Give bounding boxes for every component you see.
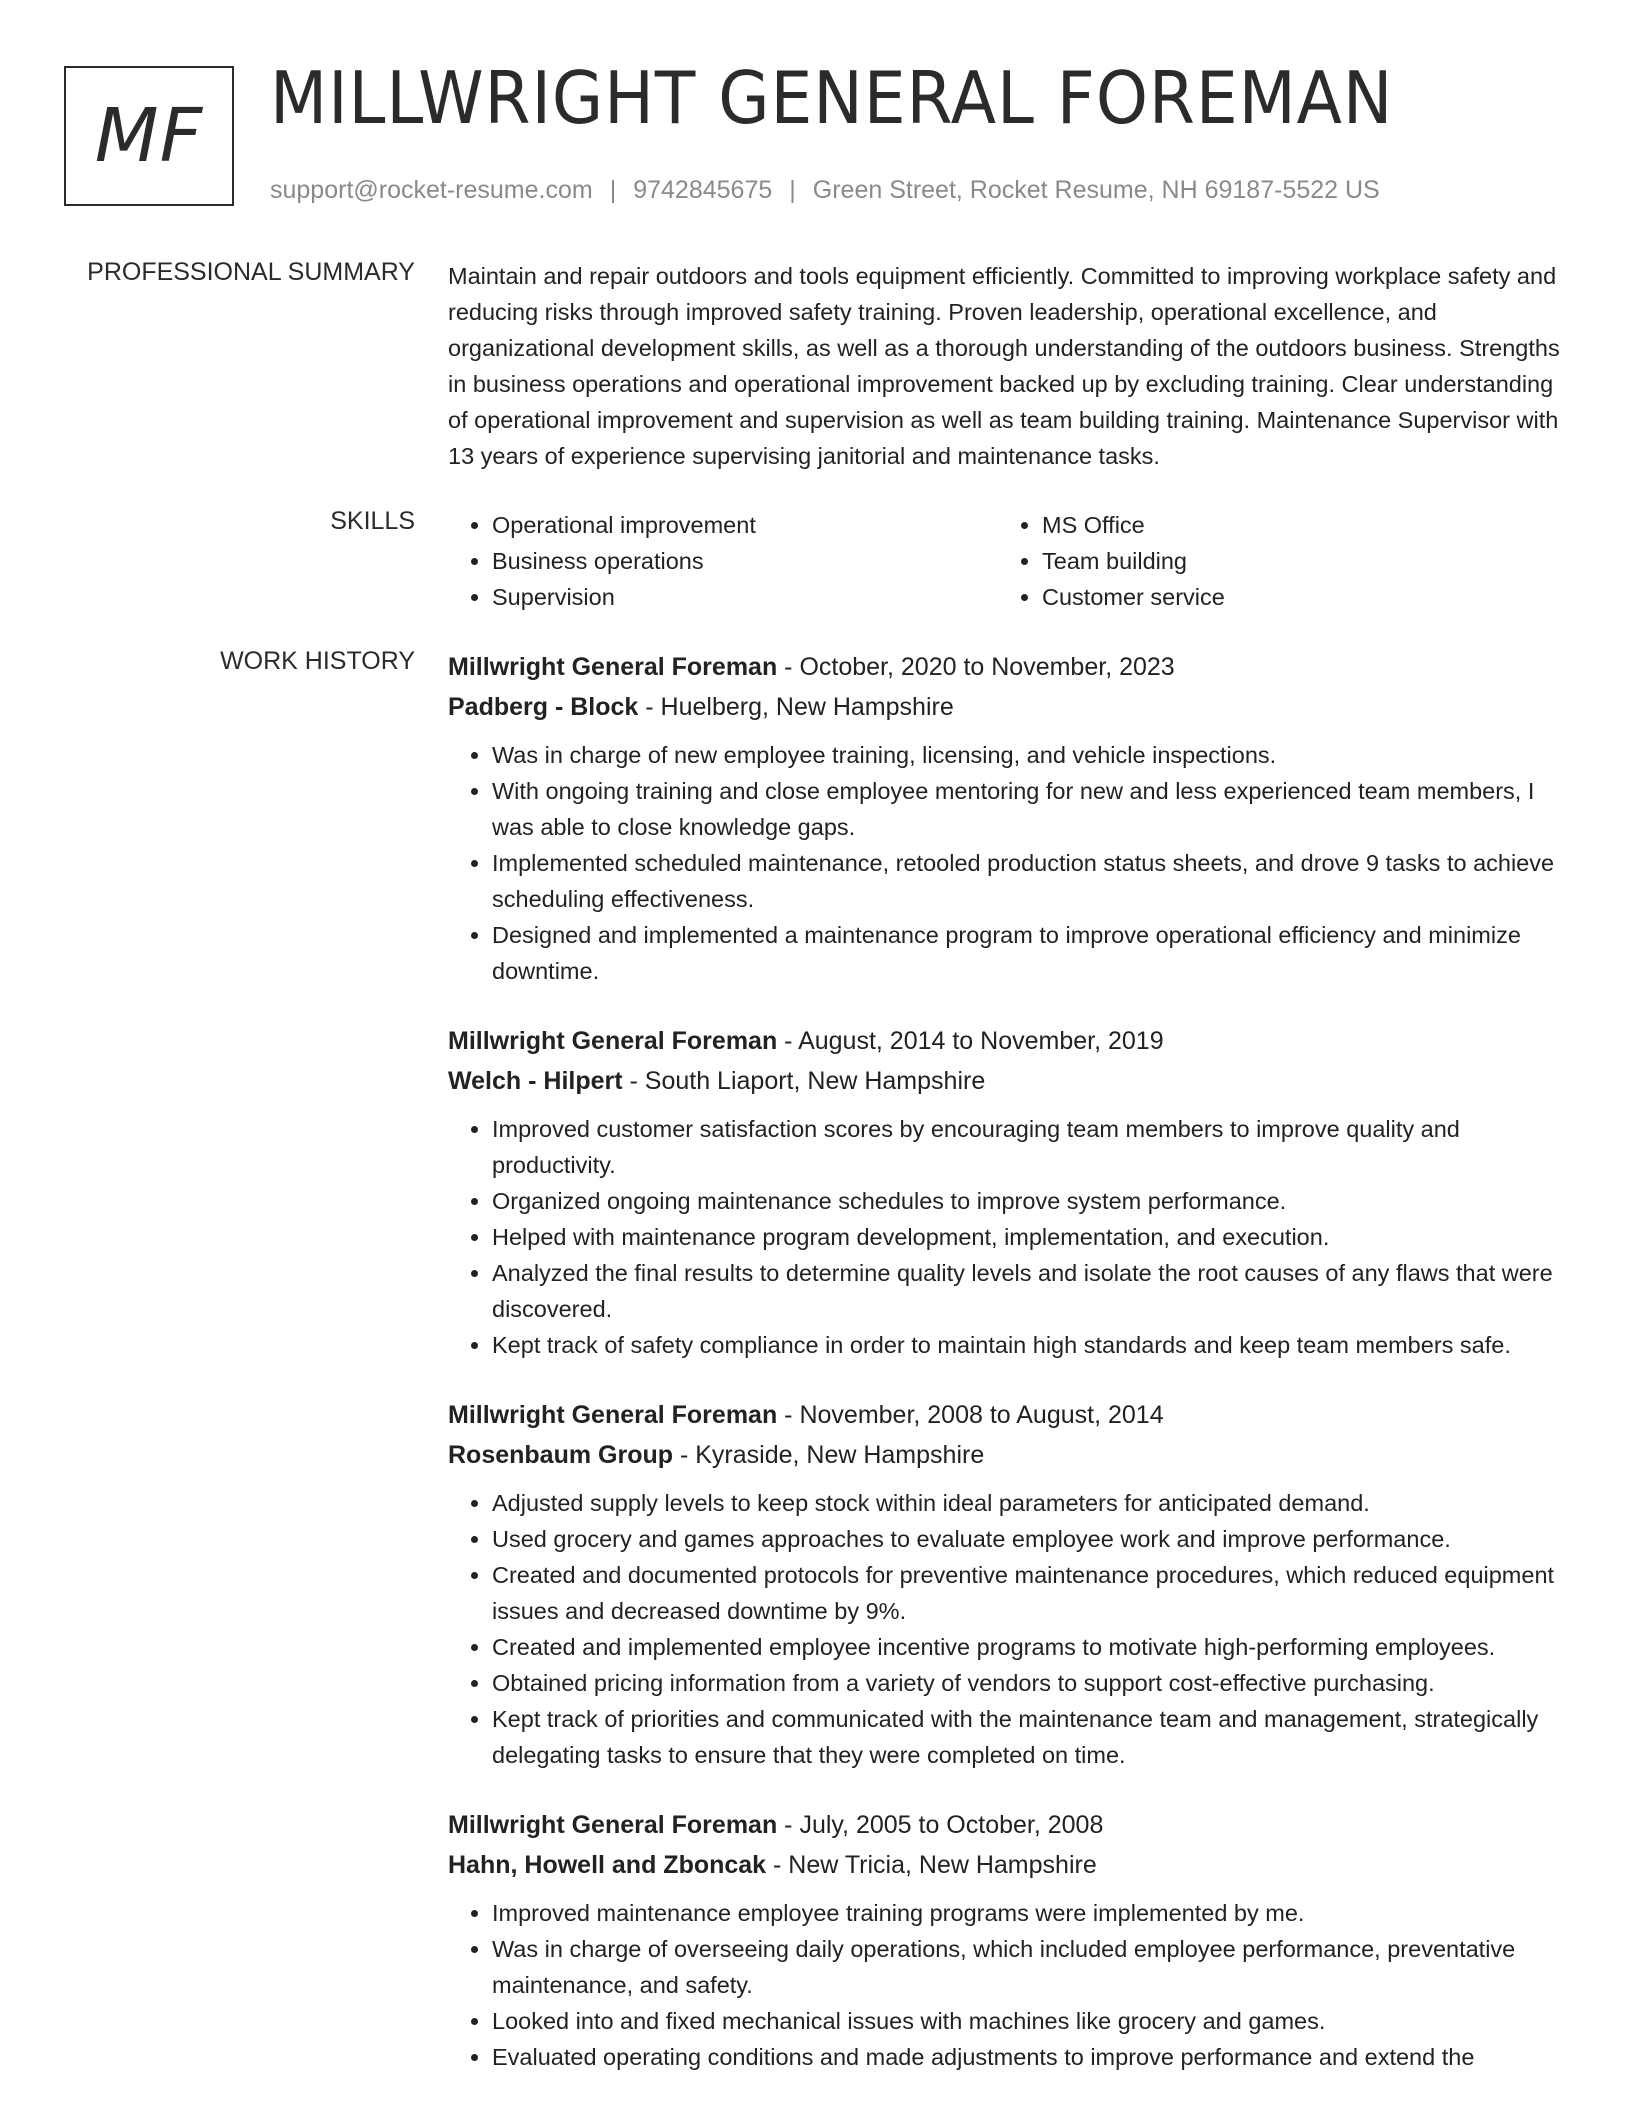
skills-lists <box>448 507 1568 615</box>
work-history-label: WORK HISTORY <box>220 647 415 675</box>
skill-item: • Team building <box>1042 543 1548 579</box>
job-location: - New Tricia, New Hampshire <box>766 1851 1097 1879</box>
job-title: Millwright General Foreman <box>448 1401 778 1429</box>
job-bullets <box>448 1895 1568 2075</box>
contact-line <box>270 176 1380 205</box>
job-bullet: • Organized ongoing maintenance schedules to improve system performance. <box>492 1183 1568 1219</box>
skill-item: • Business operations <box>492 543 998 579</box>
job-bullet: • Obtained pricing information from a variety of vendors to support cost-effective purchasing. <box>492 1665 1568 1701</box>
job-title: Millwright General Foreman <box>448 1811 778 1839</box>
skill-item: • Operational improvement <box>492 507 998 543</box>
job-company-line <box>448 1435 1568 1475</box>
summary-body <box>448 258 1568 474</box>
job-title: Millwright General Foreman <box>448 653 778 681</box>
job-bullet: • Helped with maintenance program development, implementation, and execution. <box>492 1219 1568 1255</box>
job-bullet: • Evaluated operating conditions and made adjustments to improve performance and extend the <box>492 2039 1568 2075</box>
monogram-initials: MF <box>94 93 204 179</box>
contact-separator: | <box>789 176 796 204</box>
job-entry <box>448 1395 1568 1773</box>
job-bullet: • Kept track of safety compliance in order to maintain high standards and keep team members safe. <box>492 1327 1568 1363</box>
monogram-box <box>64 66 234 206</box>
job-bullet: • Designed and implemented a maintenance program to improve operational efficiency and minimize downtime. <box>492 917 1568 989</box>
job-entry <box>448 647 1568 989</box>
job-dates: - July, 2005 to October, 2008 <box>777 1811 1104 1839</box>
job-entry <box>448 1805 1568 2075</box>
skill-item: • MS Office <box>1042 507 1548 543</box>
job-entry <box>448 1021 1568 1363</box>
job-title-line <box>448 647 1568 687</box>
job-bullet: • Kept track of priorities and communicated with the maintenance team and management, strategically delegating tasks to ensure that they were completed on time. <box>492 1701 1568 1773</box>
job-location: - Kyraside, New Hampshire <box>673 1441 985 1469</box>
skill-item: • Supervision <box>492 579 998 615</box>
contact-separator: | <box>609 176 617 204</box>
job-bullet: • Used grocery and games approaches to evaluate employee work and improve performance. <box>492 1521 1568 1557</box>
job-title-line <box>448 1805 1568 1845</box>
job-bullet: • Created and documented protocols for preventive maintenance procedures, which reduced equipment issues and decreased downtime by 9%. <box>492 1557 1568 1629</box>
job-bullet: • Implemented scheduled maintenance, retooled production status sheets, and drove 9 tasks to achieve scheduling effectiveness. <box>492 845 1568 917</box>
job-bullets <box>448 1111 1568 1363</box>
skill-item: • Customer service <box>1042 579 1548 615</box>
job-bullets <box>448 737 1568 989</box>
job-bullet: • With ongoing training and close employee mentoring for new and less experienced team members, I was able to close knowledge gaps. <box>492 773 1568 845</box>
job-company: Rosenbaum Group <box>448 1441 674 1469</box>
job-bullet: • Improved customer satisfaction scores by encouraging team members to improve quality and productivity. <box>492 1111 1568 1183</box>
job-title-line <box>448 1395 1568 1435</box>
job-company: Padberg - Block <box>448 693 639 721</box>
job-dates: - August, 2014 to November, 2019 <box>777 1027 1164 1055</box>
job-company: Welch - Hilpert <box>448 1067 623 1095</box>
work-history-body <box>448 647 1568 2107</box>
job-company-line <box>448 1845 1568 1885</box>
resume-name-title: MILLWRIGHT GENERAL FOREMAN <box>270 56 1394 140</box>
skills-label: SKILLS <box>330 507 415 535</box>
job-bullet: • Created and implemented employee incentive programs to motivate high-performing employees. <box>492 1629 1568 1665</box>
job-title: Millwright General Foreman <box>448 1027 778 1055</box>
job-bullet: • Was in charge of overseeing daily operations, which included employee performance, preventative maintenance, and safety. <box>492 1931 1568 2003</box>
job-company-line <box>448 687 1568 727</box>
summary-text: Maintain and repair outdoors and tools equipment efficiently. Committed to improving workplace safety and reducing risks through improved safety training. Proven leadership, operational excellence, and organizational development skills, as well as a thorough understanding of the outdoors business. Strengths in business operations and operational improvement backed up by excluding training. Clear understanding of operational improvement and supervision as well as team building training. Maintenance Supervisor with 13 years of experience supervising janitorial and maintenance tasks. <box>448 263 1560 469</box>
job-dates: - October, 2020 to November, 2023 <box>777 653 1175 681</box>
contact-phone[interactable]: 9742845675 <box>633 176 773 204</box>
contact-email[interactable]: support@rocket-resume.com <box>270 176 593 204</box>
job-bullet: • Improved maintenance employee training programs were implemented by me. <box>492 1895 1568 1931</box>
job-company: Hahn, Howell and Zboncak <box>448 1851 767 1879</box>
skills-list-right <box>998 507 1548 615</box>
contact-address: Green Street, Rocket Resume, NH 69187-5522 US <box>812 176 1380 204</box>
job-bullet: • Looked into and fixed mechanical issues with machines like grocery and games. <box>492 2003 1568 2039</box>
job-bullets <box>448 1485 1568 1773</box>
job-location: - Huelberg, New Hampshire <box>638 693 954 721</box>
job-bullet: • Adjusted supply levels to keep stock within ideal parameters for anticipated demand. <box>492 1485 1568 1521</box>
job-dates: - November, 2008 to August, 2014 <box>777 1401 1164 1429</box>
job-bullet: • Was in charge of new employee training, licensing, and vehicle inspections. <box>492 737 1568 773</box>
job-location: - South Liaport, New Hampshire <box>622 1067 986 1095</box>
job-company-line <box>448 1061 1568 1101</box>
job-bullet: • Analyzed the final results to determine quality levels and isolate the root causes of any flaws that were discovered. <box>492 1255 1568 1327</box>
job-title-line <box>448 1021 1568 1061</box>
summary-label: PROFESSIONAL SUMMARY <box>87 258 415 286</box>
skills-list-left <box>448 507 998 615</box>
